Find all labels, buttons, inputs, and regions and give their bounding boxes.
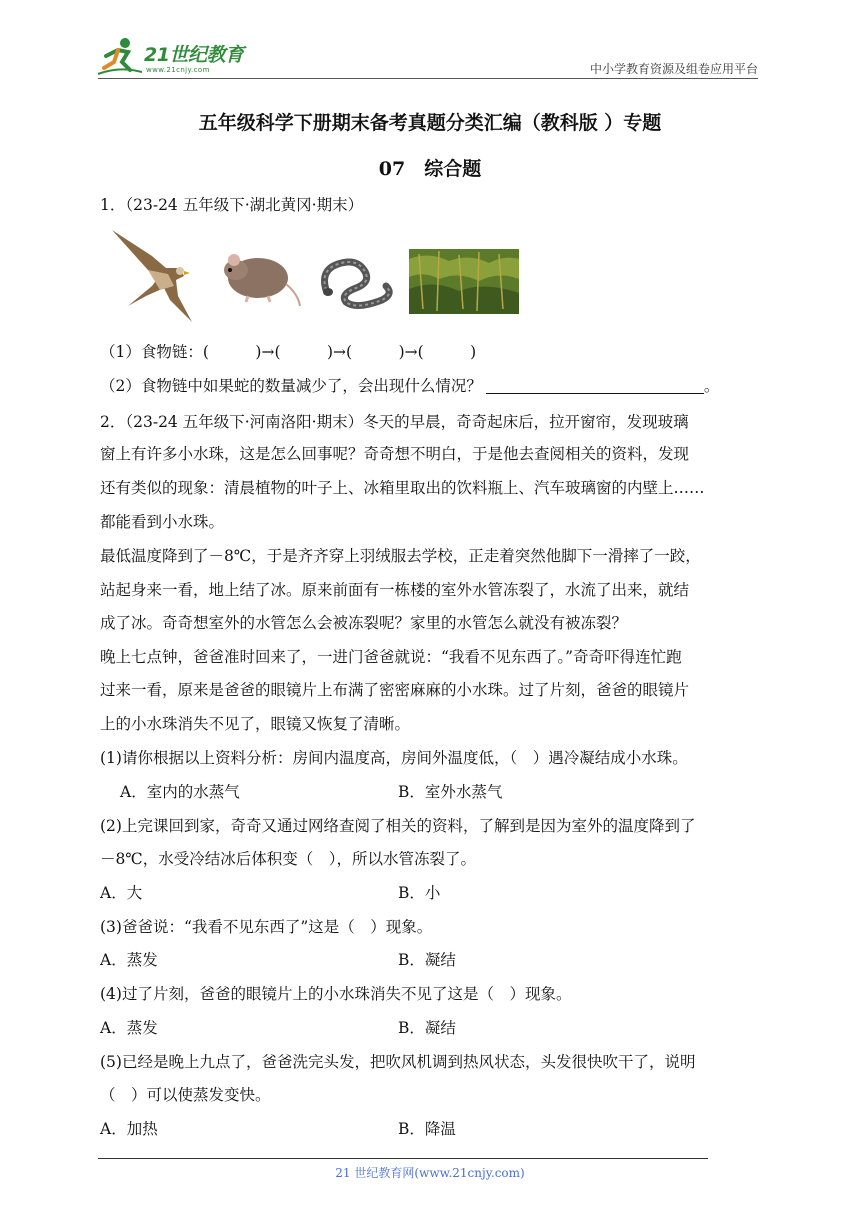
platform-name: 中小学教育资源及组卷应用平台 (589, 62, 758, 76)
q2-s2-line2: －8℃，水受冷结冰后体积变（ ），所以水管冻裂了。 (100, 850, 476, 868)
q2-s3-option-a[interactable]: A．蒸发 (100, 951, 158, 969)
q2-line: 上的小水珠消失不见了，眼镜又恢复了清晰。 (100, 715, 411, 733)
q1-sub2-text: （2）食物链中如果蛇的数量减少了，会出现什么情况？ (100, 377, 482, 395)
mouse-icon (218, 244, 302, 310)
logo (98, 36, 258, 76)
q2-line: 晚上七点钟，爸爸准时回来了，一进门爸爸就说：“我看不见东西了。”奇奇吓得连忙跑 (100, 648, 682, 666)
q2-s5-option-a[interactable]: A．加热 (100, 1120, 158, 1138)
q2-s2-line1: (2)上完课回到家，奇奇又通过网络查阅了相关的资料，了解到是因为室外的温度降到了 (100, 817, 696, 835)
q2-line: 过来一看，原来是爸爸的眼镜片上布满了密密麻麻的小水珠。过了片刻，爸爸的眼镜片 (100, 681, 690, 699)
q2-line: 最低温度降到了－8℃，于是齐齐穿上羽绒服去学校，正走着突然他脚下一滑摔了一跤， (100, 547, 701, 565)
q2-s1: (1)请你根据以上资料分析：房间内温度高，房间外温度低，（ ）遇冷凝结成小水珠。 (100, 749, 688, 767)
page-header (98, 30, 758, 80)
page-subtitle: 07 综合题 (378, 158, 482, 180)
q2-line: 都能看到小水珠。 (100, 513, 225, 531)
q2-s3: (3)爸爸说：“我看不见东西了”这是（ ）现象。 (100, 918, 433, 936)
q2-s5-line1: (5)已经是晚上九点了，爸爸洗完头发，把吹风机调到热风状态，头发很快吹干了，说明 (100, 1053, 696, 1071)
footer-divider (98, 1158, 708, 1159)
q2-s2-option-b[interactable]: B．小 (398, 884, 441, 902)
q1-heading: 1．（23-24 五年级下·湖北黄冈·期末） (100, 196, 364, 214)
q2-s4: (4)过了片刻，爸爸的眼镜片上的小水珠消失不见了这是（ ）现象。 (100, 985, 572, 1003)
footer-link[interactable]: 21 世纪教育网(www.21cnjy.com) (335, 1166, 525, 1180)
q2-line: 成了冰。奇奇想室外的水管怎么会被冻裂呢？家里的水管怎么就没有被冻裂？ (100, 614, 628, 632)
q1-sub1: （1）食物链：( )→( )→( )→( ) (100, 343, 477, 361)
snake-icon (316, 250, 394, 310)
q2-line: 站起身来一看，地上结了冰。原来前面有一栋楼的室外水管冻裂了，水流了出来，就结 (100, 581, 690, 599)
q1-sub2 (100, 369, 719, 403)
q2-s1-option-b[interactable]: B．室外水蒸气 (398, 783, 503, 801)
eagle-icon (108, 226, 200, 326)
header-divider (98, 78, 758, 79)
q2-line: 2．（23-24 五年级下·河南洛阳·期末）冬天的早晨，奇奇起床后，拉开窗帘，发现玻璃 (100, 413, 689, 431)
q2-s5-line2: （ ）可以使蒸发变快。 (100, 1086, 271, 1104)
logo-text: 21世纪教育 (144, 44, 244, 66)
runner-logo-icon (98, 36, 142, 76)
q2-s4-option-b[interactable]: B．凝结 (398, 1019, 456, 1037)
q2-s2-option-a[interactable]: A．大 (100, 884, 143, 902)
q2-line: 窗上有许多小水珠，这是怎么回事呢？奇奇想不明白，于是他去查阅相关的资料，发现 (100, 445, 690, 463)
page-title: 五年级科学下册期末备考真题分类汇编（教科版 ）专题 (198, 112, 662, 134)
q2-s1-option-a[interactable]: A．室内的水蒸气 (120, 783, 240, 801)
logo-url: www.21cnjy.com (146, 66, 210, 74)
q2-s5-option-b[interactable]: B．降温 (398, 1120, 456, 1138)
q2-s4-option-a[interactable]: A．蒸发 (100, 1019, 158, 1037)
q2-line: 还有类似的现象：清晨植物的叶子上、冰箱里取出的饮料瓶上、汽车玻璃窗的内壁上…… (100, 479, 705, 497)
q2-s3-option-b[interactable]: B．凝结 (398, 951, 456, 969)
answer-blank[interactable] (486, 375, 704, 394)
rice-field-icon (409, 249, 519, 314)
q1-sub2-end: 。 (703, 377, 720, 395)
